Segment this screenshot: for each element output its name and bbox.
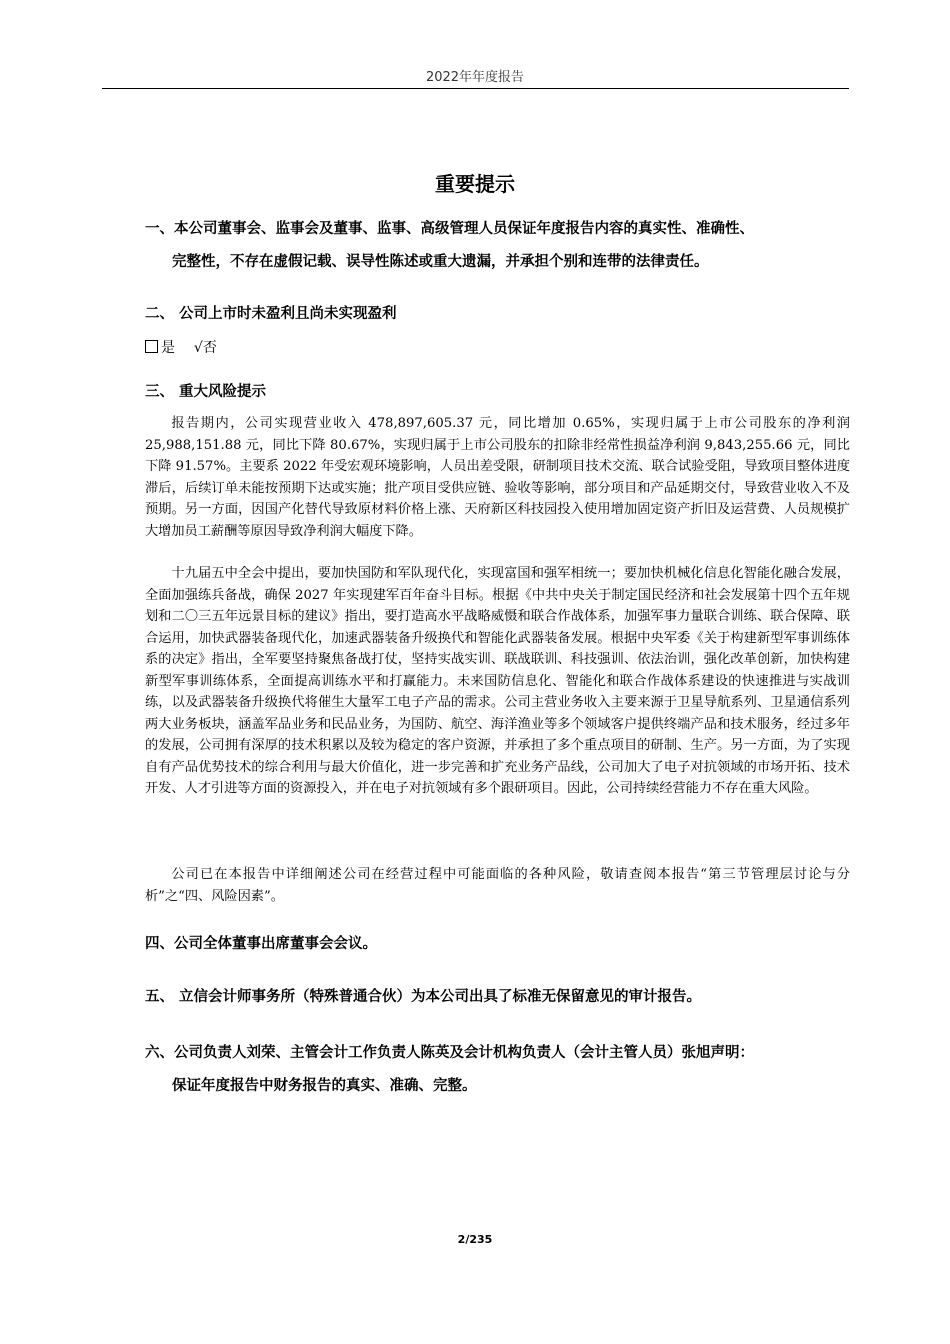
running-header: 2022年年度报告 [425, 70, 525, 85]
section-1-line-2: 完整性，不存在虚假记载、误导性陈述或重大遗漏，并承担个别和连带的法律责任。 [172, 254, 709, 270]
risk-paragraph-1: 报告期内，公司实现营业收入 478,897,605.37 元，同比增加 0.65%，实现归属于上市公司股东的净利润 25,988,151.88 元，同比下降 80.67%，实现归属于上市公司股东的扣除非经常性损益净利润 9,843,255.66 元，同比下降 91.57%。主要系 2022 年受宏观环境影响，人员出差受限，研制项目技术交流、联合试验受阻，导致项目整体进度滞后，后续订单未能按预期下达或实施；批产项目受供应链、验收等影响，部分项目和产品延期交付，导致营业收入不及预期。另一方面，因国产化替代导致原材料价格上涨、天府新区科技园投入使用增加固定资产折旧及运营费、人员规模扩大增加员工薪酬等原因导致净利润大幅度下降。 [145, 416, 850, 539]
section-6-line-2: 保证年度报告中财务报告的真实、准确、完整。 [172, 1078, 477, 1094]
section-6 [145, 1037, 855, 1103]
section-1 [145, 213, 855, 279]
page-number: 2/235 [457, 1233, 493, 1246]
section-3-heading: 三、 重大风险提示 [145, 384, 267, 400]
checkbox-yes [145, 340, 158, 353]
section-2-heading: 二、 公司上市时未盈利且尚未实现盈利 [145, 306, 397, 322]
header-rule [102, 88, 849, 89]
option-no-label: √否 [193, 340, 217, 356]
risk-paragraph-3: 公司已在本报告中详细阐述公司在经营过程中可能面临的各种风险，敬请查阅本报告“第三节管理层讨论与分析”之“四、风险因素”。 [145, 867, 850, 904]
section-5: 五、 立信会计师事务所（特殊普通合伙）为本公司出具了标准无保留意见的审计报告。 [145, 989, 702, 1005]
option-yes-label: 是 [161, 340, 175, 356]
section-1-line-1: 一、本公司董事会、监事会及董事、监事、高级管理人员保证年度报告内容的真实性、准确性、 [145, 221, 754, 237]
risk-paragraph-2: 十九届五中全会中提出，要加快国防和军队现代化，实现富国和强军相统一；要加快机械化信息化智能化融合发展，全面加强练兵备战，确保 2027 年实现建军百年奋斗目标。根据《中共中央关于制定国民经济和社会发展第十四个五年规划和二〇三五年远景目标的建议》指出，要打造高水平战略威慑和联合作战体系，加强军事力量联合训练、联合保障、联合运用，加快武器装备现代化，加速武器装备升级换代和智能化武器装备发展。根据中央军委《关于构建新型军事训练体系的决定》指出，全军要坚持聚焦备战打仗，坚持实战实训、联战联训、科技强训、依法治训，强化改革创新，加快构建新型军事训练体系，全面提高训练水平和打赢能力。未来国防信息化、智能化和联合作战体系建设的快速推进与实战训练，以及武器装备升级换代将催生大量军工电子产品的需求。公司主营业务收入主要来源于卫星导航系列、卫星通信系列两大业务板块，涵盖军品业务和民品业务，为国防、航空、海洋渔业等多个领域客户提供终端产品和技术服务，经过多年的发展，公司拥有深厚的技术积累以及较为稳定的客户资源，并承担了多个重点项目的研制、生产。另一方面，为了实现自有产品优势技术的综合利用与最大价值化，进一步完善和扩充业务产品线，公司加大了电子对抗领域的市场开拓、技术开发、人才引进等方面的资源投入，并在电子对抗领域有多个跟研项目。因此，公司持续经营能力不存在重大风险。 [145, 566, 850, 796]
section-4: 四、公司全体董事出席董事会会议。 [145, 936, 377, 952]
section-6-line-1: 六、公司负责人刘荣、主管会计工作负责人陈英及会计机构负责人（会计主管人员）张旭声明： [145, 1045, 754, 1061]
page-title: 重要提示 [435, 172, 515, 196]
listing-profit-choice [145, 336, 217, 360]
